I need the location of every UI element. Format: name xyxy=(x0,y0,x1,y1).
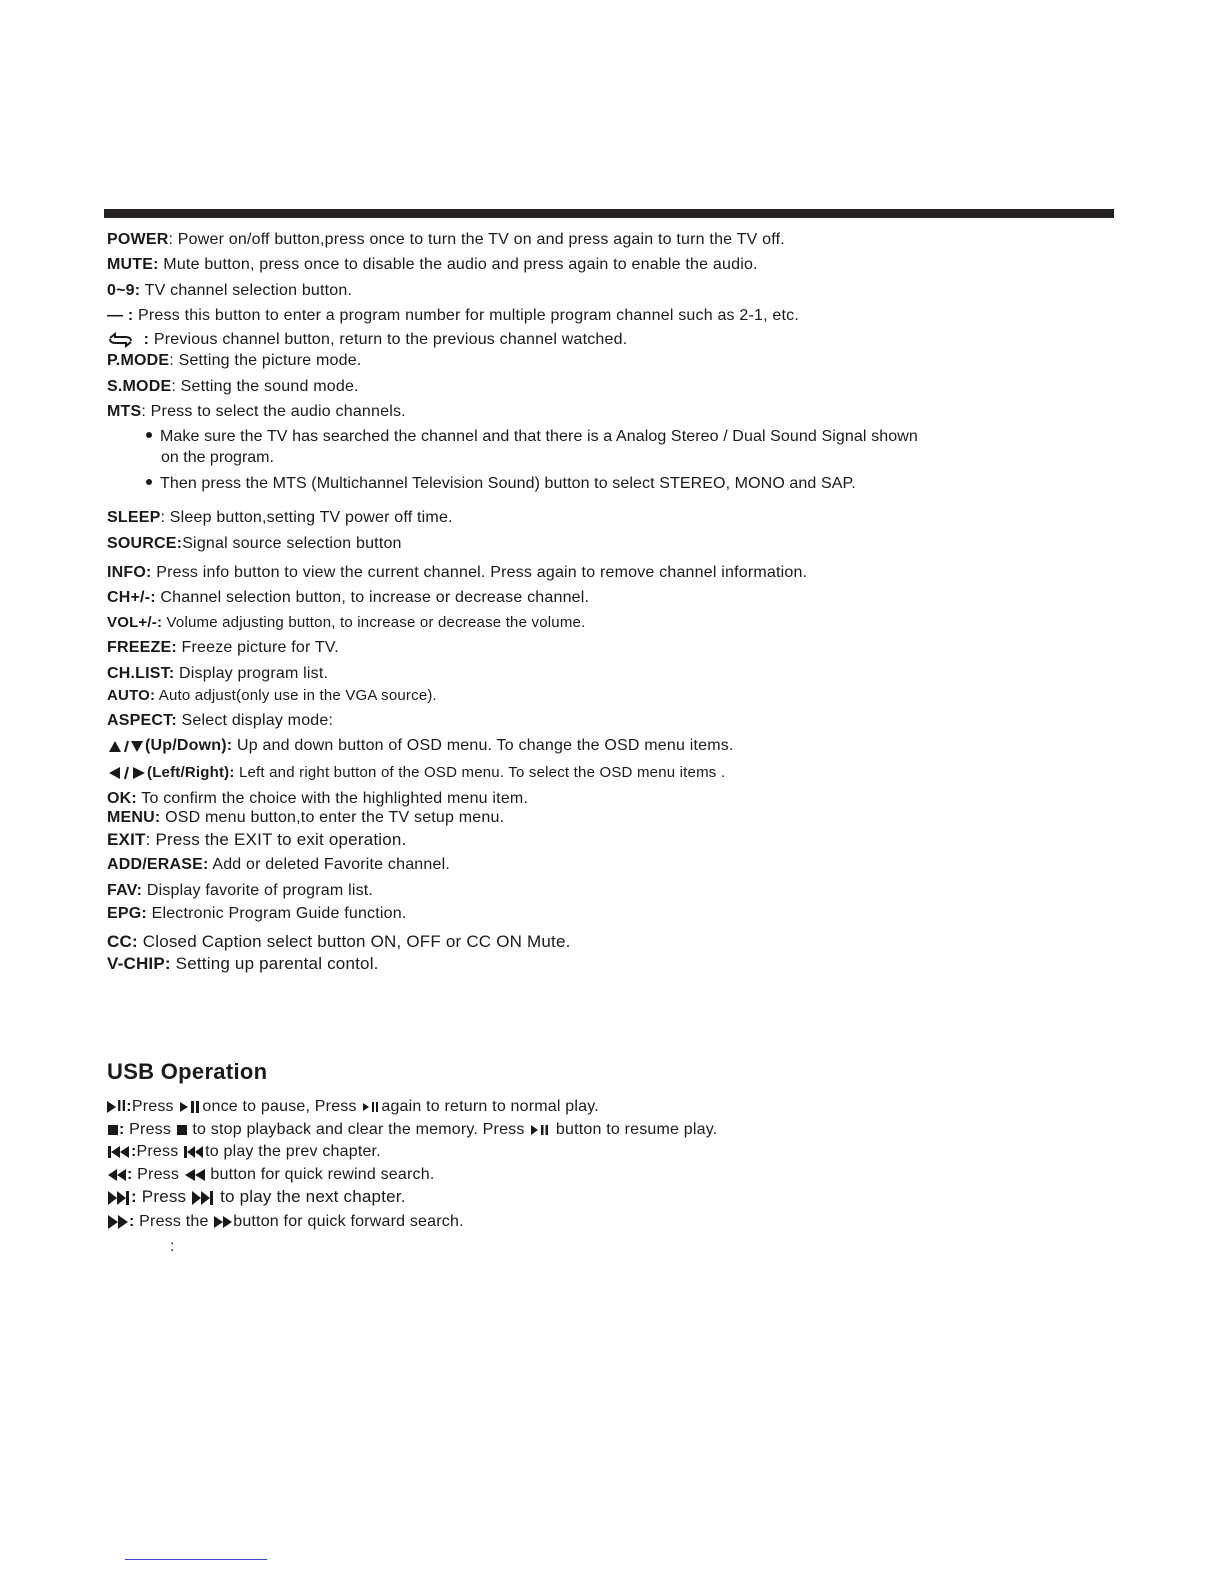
function-key: EXIT xyxy=(107,830,146,849)
function-key: : xyxy=(127,1166,133,1183)
function-dash xyxy=(107,306,799,326)
function-smode: S.MODE: Setting the sound mode. xyxy=(107,378,359,395)
function-key: II: xyxy=(117,1098,132,1115)
mts-bullet-1-cont: on the program. xyxy=(161,449,274,466)
function-key: INFO: xyxy=(107,564,152,581)
function-key: — : xyxy=(107,307,134,324)
play-pause-icon xyxy=(178,1100,202,1114)
rewind-icon xyxy=(107,1169,127,1181)
bullet-icon xyxy=(146,432,152,438)
function-key: S.MODE xyxy=(107,378,172,395)
function-key: CH.LIST: xyxy=(107,665,175,682)
usb-operation-heading: USB Operation xyxy=(107,1059,268,1084)
function-sleep: SLEEP: Sleep button,setting TV power off time. xyxy=(107,509,453,526)
function-key: SOURCE: xyxy=(107,535,183,552)
usb-stop: : Press to stop playback and clear the memory. Press button to resume play. xyxy=(107,1120,717,1140)
function-updown xyxy=(107,736,734,756)
function-add-erase xyxy=(107,855,450,875)
function-desc: Mute button, press once to disable the audio and press again to enable the audio. xyxy=(158,256,758,273)
function-key: FAV: xyxy=(107,882,143,899)
function-desc: Auto adjust(only use in the VGA source). xyxy=(155,687,437,704)
function-vol xyxy=(107,613,585,633)
stop-icon xyxy=(107,1124,119,1136)
function-desc: Setting the picture mode. xyxy=(173,352,362,369)
function-desc: Volume adjusting button, to increase or decrease the volume. xyxy=(162,614,586,631)
function-desc: Freeze picture for TV. xyxy=(176,639,339,656)
function-desc: Closed Caption select button ON, OFF or CC ON Mute. xyxy=(137,932,571,951)
play-pause-icon xyxy=(361,1101,381,1113)
function-desc: Select display mode: xyxy=(176,712,334,729)
function-desc: Electronic Program Guide function. xyxy=(146,905,407,922)
usb-fast-forward: : Press the button for quick forward search. xyxy=(107,1212,464,1232)
function-exit: EXIT: Press the EXIT to exit operation. xyxy=(107,830,407,849)
stop-icon xyxy=(176,1124,188,1136)
function-key: (Up/Down): xyxy=(145,737,233,754)
function-mute xyxy=(107,255,758,275)
function-key: VOL+/-: xyxy=(107,614,163,631)
function-desc: Press this button to enter a program number for multiple program channel such as 2-1, etc. xyxy=(133,307,800,324)
fast-forward-icon xyxy=(213,1216,233,1228)
function-key: (Left/Right): xyxy=(147,764,235,781)
function-source xyxy=(107,534,402,554)
function-vchip xyxy=(107,954,379,974)
prev-chapter-icon xyxy=(107,1146,131,1158)
function-fav xyxy=(107,881,373,901)
function-key: 0~9: xyxy=(107,282,141,299)
function-key: ADD/ERASE: xyxy=(107,856,209,873)
function-info xyxy=(107,563,807,583)
prev-chapter-icon xyxy=(183,1146,205,1158)
function-key: EPG: xyxy=(107,905,147,922)
function-key: V-CHIP: xyxy=(107,954,171,973)
next-chapter-icon xyxy=(191,1191,215,1205)
function-key: MTS xyxy=(107,403,142,420)
function-key: : xyxy=(131,1187,137,1206)
function-desc: Previous channel button, return to the previous channel watched. xyxy=(149,331,628,348)
function-pmode: P.MODE: Setting the picture mode. xyxy=(107,352,362,369)
function-desc: Add or deleted Favorite channel. xyxy=(208,856,450,873)
function-desc: Display favorite of program list. xyxy=(142,882,374,899)
function-chlist xyxy=(107,664,328,684)
fast-forward-icon xyxy=(107,1215,129,1229)
function-desc: Press the EXIT to exit operation. xyxy=(150,830,407,849)
function-key: MUTE: xyxy=(107,256,159,273)
function-key: POWER xyxy=(107,231,169,248)
function-aspect xyxy=(107,711,333,731)
function-key: OK: xyxy=(107,790,137,807)
function-desc: Signal source selection button xyxy=(182,535,402,552)
left-right-arrow-icon xyxy=(107,766,147,780)
orphan-colon: : xyxy=(170,1238,175,1255)
function-freeze xyxy=(107,638,339,658)
function-key: SLEEP xyxy=(107,509,161,526)
function-return xyxy=(107,330,627,350)
usb-prev-chapter: :Press to play the prev chapter. xyxy=(107,1142,381,1162)
function-desc: Power on/off button,press once to turn the TV on and press again to turn the TV off. xyxy=(173,231,785,248)
usb-play-pause: II:Press once to pause, Press again to return to normal play. xyxy=(107,1097,599,1117)
function-key: MENU: xyxy=(107,809,161,826)
play-pause-icon xyxy=(107,1101,117,1113)
top-divider-bar xyxy=(104,209,1114,218)
function-ok xyxy=(107,789,528,809)
bottom-underline xyxy=(125,1559,267,1560)
function-cc xyxy=(107,932,571,952)
mts-bullet-2: Then press the MTS (Multichannel Television Sound) button to select STEREO, MONO and SAP. xyxy=(146,474,856,494)
mts-bullet-1: Make sure the TV has searched the channel and that there is a Analog Stereo / Dual Sound Signal shown xyxy=(146,427,918,447)
usb-rewind: : Press button for quick rewind search. xyxy=(107,1165,434,1185)
play-pause-icon xyxy=(529,1124,551,1136)
function-power: POWER: Power on/off button,press once to turn the TV on and press again to turn the TV off. xyxy=(107,231,785,248)
function-desc: Sleep button,setting TV power off time. xyxy=(165,509,453,526)
function-key: : xyxy=(129,1213,135,1230)
rewind-icon xyxy=(184,1169,206,1181)
function-desc: Channel selection button, to increase or decrease channel. xyxy=(155,589,590,606)
function-epg xyxy=(107,904,406,924)
function-ch xyxy=(107,588,589,608)
function-key: CH+/-: xyxy=(107,589,156,606)
function-key: : xyxy=(131,1143,137,1160)
function-desc: Press to select the audio channels. xyxy=(146,403,406,420)
bullet-icon xyxy=(146,479,152,485)
function-auto xyxy=(107,686,437,706)
function-desc: Press info button to view the current channel. Press again to remove channel information. xyxy=(151,564,808,581)
function-mts: MTS: Press to select the audio channels. xyxy=(107,403,406,420)
next-chapter-icon xyxy=(107,1191,131,1205)
usb-next-chapter: : Press to play the next chapter. xyxy=(107,1187,406,1207)
function-desc: Setting up parental contol. xyxy=(170,954,379,973)
function-desc: Up and down button of OSD menu. To change the OSD menu items. xyxy=(232,737,734,754)
function-key: : xyxy=(119,1121,125,1138)
function-key: CC: xyxy=(107,932,138,951)
function-key: FREEZE: xyxy=(107,639,177,656)
function-leftright xyxy=(107,763,725,783)
function-desc: TV channel selection button. xyxy=(140,282,353,299)
function-desc: Setting the sound mode. xyxy=(175,378,359,395)
function-menu xyxy=(107,808,504,828)
function-key: P.MODE xyxy=(107,352,170,369)
return-icon xyxy=(107,332,139,348)
function-key: : xyxy=(139,331,150,348)
function-key: ASPECT: xyxy=(107,712,177,729)
function-desc: Left and right button of the OSD menu. To select the OSD menu items . xyxy=(234,764,726,781)
function-desc: Display program list. xyxy=(174,665,329,682)
function-desc: OSD menu button,to enter the TV setup menu. xyxy=(160,809,505,826)
function-key: AUTO: xyxy=(107,687,156,704)
function-desc: To confirm the choice with the highlighted menu item. xyxy=(136,790,529,807)
up-down-arrow-icon xyxy=(107,739,145,753)
function-digits xyxy=(107,281,352,301)
